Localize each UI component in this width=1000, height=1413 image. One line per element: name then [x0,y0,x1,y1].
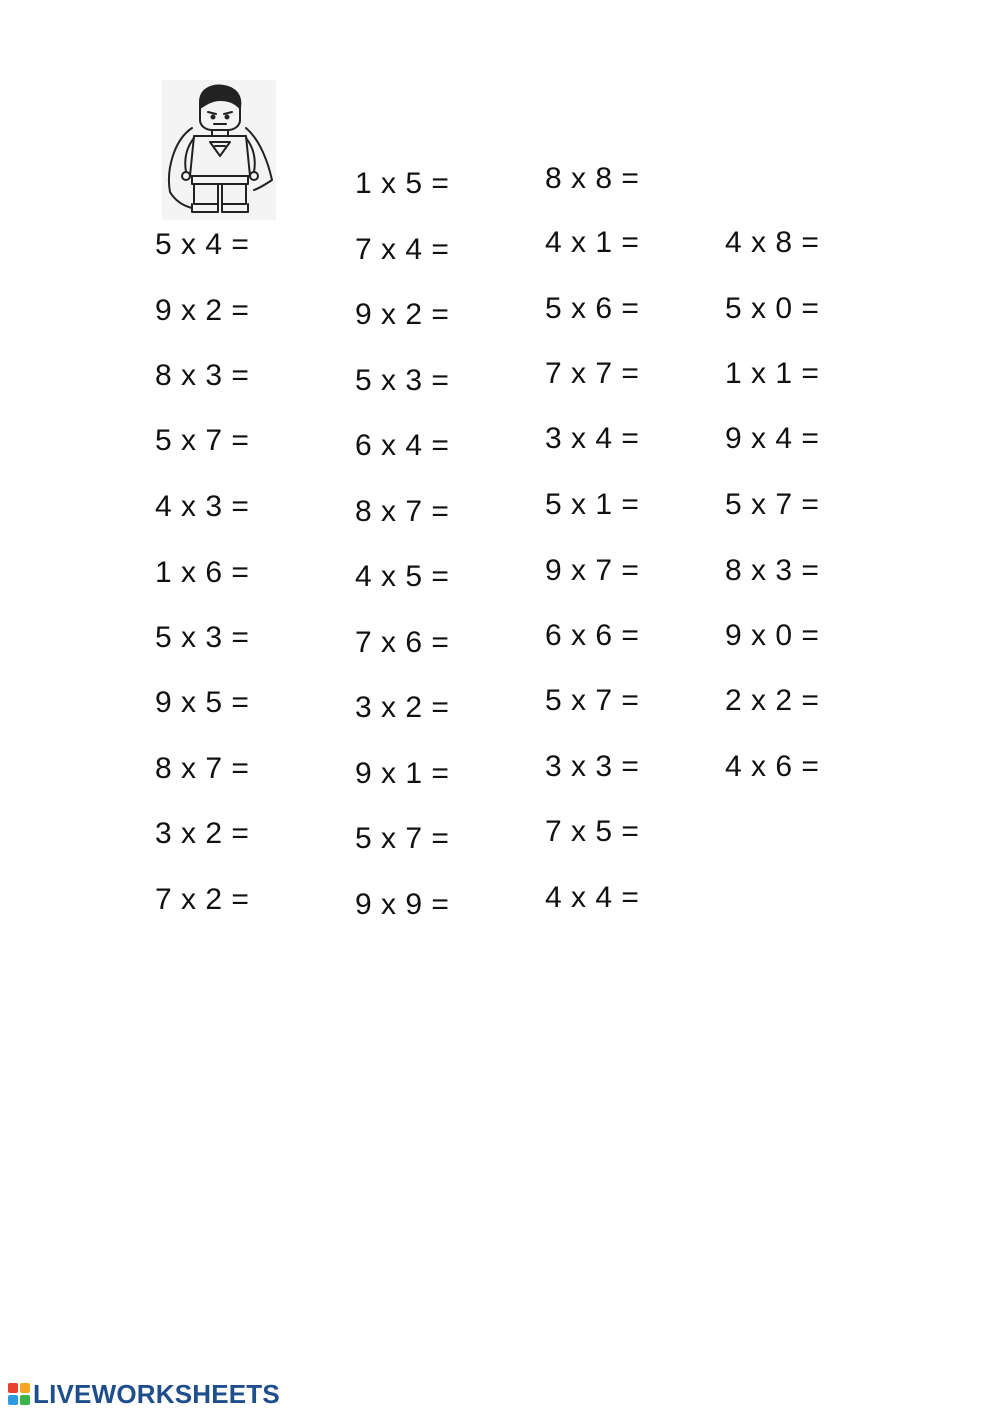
problem-col1-row4: 5 x 7 = [155,424,250,457]
problem-col2-row5: 6 x 4 = [355,429,450,462]
problem-col3-row9: 5 x 7 = [545,684,640,717]
problem-col1-row5: 4 x 3 = [155,490,250,523]
problem-col4-row3: 1 x 1 = [725,357,820,390]
liveworksheets-logo-icon [8,1383,30,1405]
problem-col3-row12: 4 x 4 = [545,881,640,914]
problem-col2-row12: 9 x 9 = [355,888,450,921]
problem-col1-row8: 9 x 5 = [155,686,250,719]
problem-col1-row7: 5 x 3 = [155,621,250,654]
problem-col4-row5: 5 x 7 = [725,488,820,521]
problem-col2-row3: 9 x 2 = [355,298,450,331]
problem-col4-row9: 4 x 6 = [725,750,820,783]
problem-col2-row7: 4 x 5 = [355,560,450,593]
problem-col4-row1: 4 x 8 = [725,226,820,259]
problem-col1-row1: 5 x 4 = [155,228,250,261]
problem-col3-row1: 8 x 8 = [545,162,640,195]
problem-col4-row4: 9 x 4 = [725,422,820,455]
problem-col1-row9: 8 x 7 = [155,752,250,785]
problem-col2-row1: 1 x 5 = [355,167,450,200]
problem-col1-row10: 3 x 2 = [155,817,250,850]
problem-col4-row6: 8 x 3 = [725,554,820,587]
problem-col3-row3: 5 x 6 = [545,292,640,325]
problem-col2-row6: 8 x 7 = [355,495,450,528]
problem-col1-row2: 9 x 2 = [155,294,250,327]
problem-col1-row3: 8 x 3 = [155,359,250,392]
problem-col2-row2: 7 x 4 = [355,233,450,266]
liveworksheets-brand[interactable] [8,1378,280,1410]
problem-col4-row2: 5 x 0 = [725,292,820,325]
problem-col2-row9: 3 x 2 = [355,691,450,724]
problem-col2-row10: 9 x 1 = [355,757,450,790]
problem-col3-row11: 7 x 5 = [545,815,640,848]
problem-col3-row7: 9 x 7 = [545,554,640,587]
problem-col2-row8: 7 x 6 = [355,626,450,659]
problem-col1-row6: 1 x 6 = [155,556,250,589]
problem-col2-row11: 5 x 7 = [355,822,450,855]
lego-superhero-figure-icon [162,80,276,220]
problem-col3-row6: 5 x 1 = [545,488,640,521]
problem-col3-row8: 6 x 6 = [545,619,640,652]
liveworksheets-logo-text: LIVEWORKSHEETS [33,1378,280,1409]
problem-col3-row10: 3 x 3 = [545,750,640,783]
problem-col3-row2: 4 x 1 = [545,226,640,259]
problem-col2-row4: 5 x 3 = [355,364,450,397]
problem-col3-row4: 7 x 7 = [545,357,640,390]
problem-col3-row5: 3 x 4 = [545,422,640,455]
problem-col4-row8: 2 x 2 = [725,684,820,717]
problem-col1-row11: 7 x 2 = [155,883,250,916]
problem-col4-row7: 9 x 0 = [725,619,820,652]
